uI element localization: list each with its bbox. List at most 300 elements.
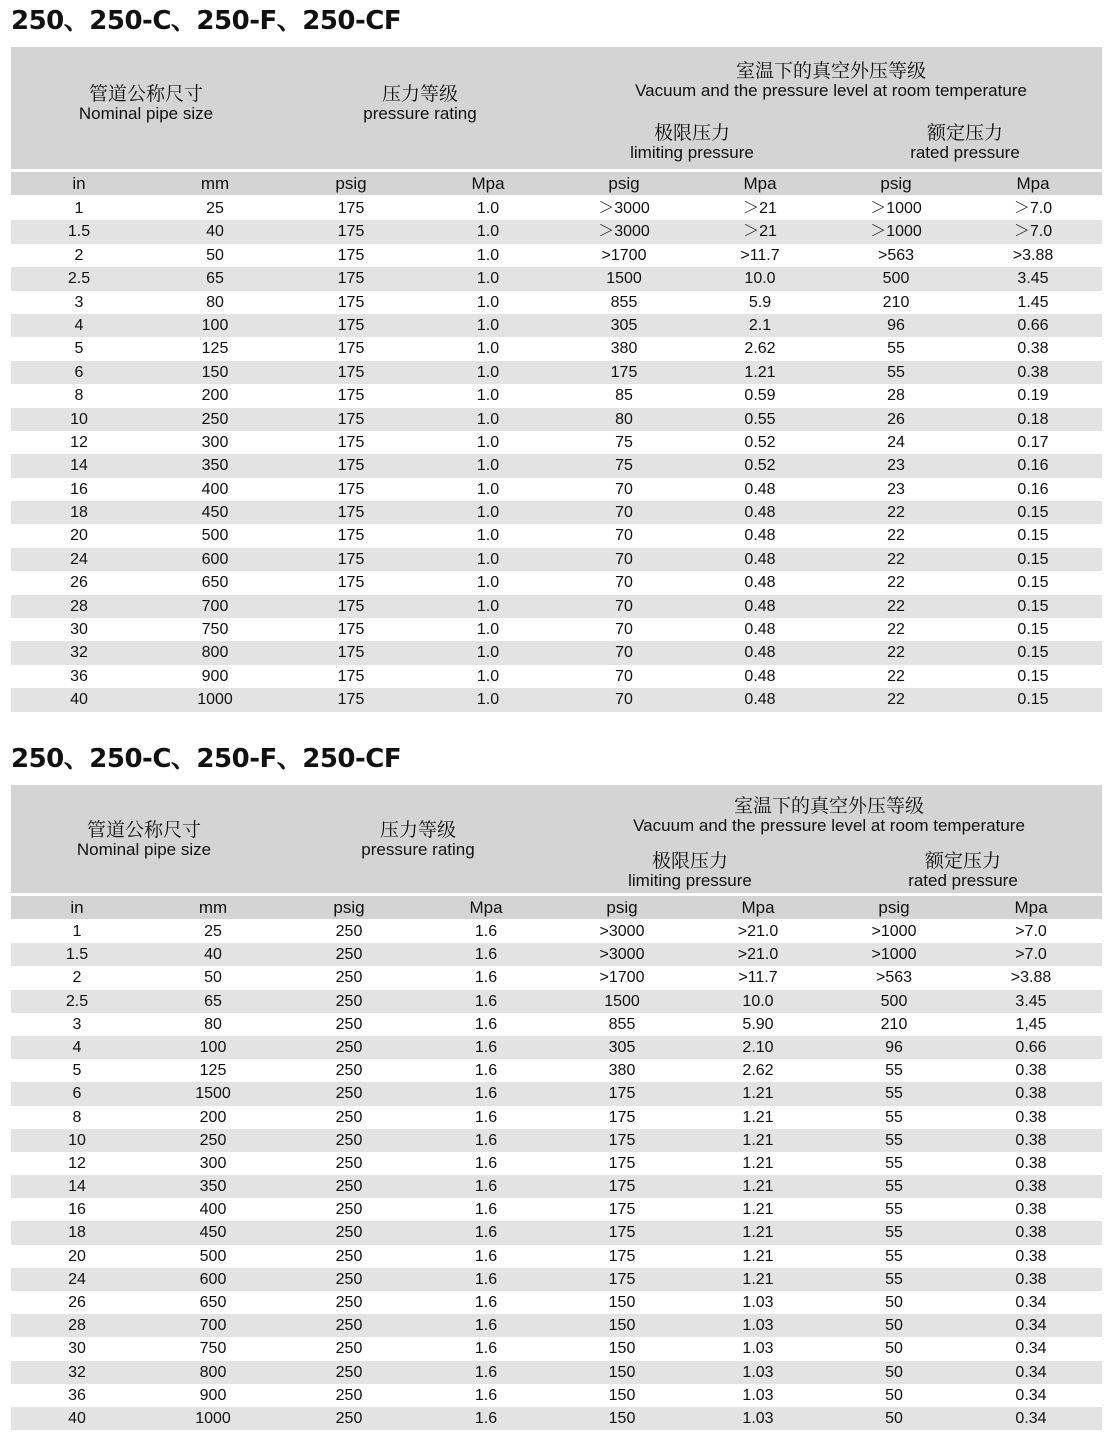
unit-limit-psig: psig (608, 174, 640, 193)
table-row (11, 1268, 1102, 1291)
cell-rating-mpa: 1.0 (476, 410, 500, 428)
cell-rating-psig: 175 (337, 200, 365, 217)
cell-rating-psig: 175 (337, 410, 365, 428)
cell-rating-psig: 250 (335, 1131, 363, 1149)
cell-rating-mpa: 1.0 (476, 667, 500, 685)
cell-rating-psig: 250 (335, 1294, 363, 1311)
table-row (11, 1245, 1102, 1268)
cell-rating-mpa: 1.6 (474, 1131, 498, 1149)
cell-rated-psig: 55 (885, 1085, 903, 1103)
unit-row (11, 896, 1102, 919)
cell-limit-psig: 175 (610, 363, 638, 381)
cell-rated-psig: 22 (887, 691, 905, 709)
cell-in: 10 (68, 1131, 86, 1149)
cell-limit-psig: 70 (615, 550, 633, 568)
cell-rated-psig: 55 (885, 1247, 903, 1265)
cell-rating-mpa: 1.6 (474, 1085, 498, 1103)
cell-limit-mpa: 0.52 (744, 433, 776, 451)
unit-rated-mpa: Mpa (1016, 174, 1050, 193)
cell-in: 30 (68, 1340, 86, 1358)
cell-mm: 65 (206, 270, 224, 288)
cell-rating-psig: 250 (335, 969, 363, 987)
cell-mm: 250 (199, 1131, 227, 1149)
cell-rated-psig: 22 (887, 597, 905, 615)
cell-mm: 700 (199, 1317, 227, 1335)
cell-rating-psig: 250 (335, 1409, 363, 1427)
cell-mm: 125 (201, 340, 229, 358)
table-row (11, 943, 1102, 966)
cell-rating-mpa: 1.6 (474, 1247, 498, 1265)
cell-rating-mpa: 1.0 (476, 550, 500, 568)
pressure-rating-header (320, 84, 520, 124)
unit-mm: mm (200, 174, 230, 193)
cell-limit-psig: 150 (608, 1294, 636, 1311)
cell-limit-mpa: 1.03 (742, 1386, 774, 1404)
table-row (11, 1013, 1102, 1036)
cell-limit-mpa: 10.0 (742, 992, 774, 1010)
table-title: 250、250-C、250-F、250-CF (11, 6, 402, 36)
cell-limit-psig: 85 (615, 387, 633, 405)
cell-in: 20 (68, 1247, 86, 1265)
cell-rated-mpa: 0.19 (1017, 387, 1049, 405)
cell-rating-mpa: 1.0 (476, 504, 500, 522)
vacuum-header (556, 61, 1106, 101)
table-row (11, 1036, 1102, 1059)
cell-rating-mpa: 1.0 (476, 340, 500, 358)
cell-mm: 900 (201, 667, 229, 685)
cell-in: 3 (72, 1015, 82, 1033)
unit-rated-psig: psig (878, 898, 910, 917)
cell-mm: 650 (201, 574, 229, 592)
cell-rated-mpa: 0.38 (1015, 1154, 1047, 1172)
cell-in: 3 (74, 293, 84, 311)
cell-rated-mpa: >7.0 (1015, 946, 1047, 964)
cell-mm: 1500 (195, 1085, 231, 1103)
cell-rating-mpa: 1.6 (474, 946, 498, 964)
cell-rating-psig: 175 (337, 644, 365, 662)
rated-pressure-en: rated pressure (908, 871, 1018, 890)
cell-rating-psig: 250 (335, 1224, 363, 1242)
cell-limit-mpa: >11.7 (740, 246, 780, 264)
cell-rating-mpa: 1.6 (474, 923, 498, 940)
cell-rated-psig: 22 (887, 504, 905, 522)
cell-rated-mpa: 0.34 (1015, 1340, 1047, 1358)
cell-rated-psig: 55 (885, 1224, 903, 1242)
unit-rated-mpa: Mpa (1014, 898, 1048, 917)
cell-mm: 1000 (197, 691, 233, 709)
cell-limit-mpa: 1.21 (742, 1178, 774, 1196)
cell-in: 14 (70, 457, 88, 475)
cell-in: 20 (70, 527, 88, 545)
cell-rating-psig: 250 (335, 946, 363, 964)
cell-limit-mpa: 1.03 (742, 1363, 774, 1381)
cell-limit-mpa: 5.90 (742, 1015, 774, 1033)
cell-in: 32 (68, 1363, 86, 1381)
table-header (11, 785, 1102, 893)
cell-rated-psig: >563 (877, 246, 915, 264)
cell-limit-mpa: 0.48 (744, 504, 776, 522)
cell-mm: 125 (199, 1062, 227, 1080)
table-row (11, 267, 1102, 290)
cell-rated-mpa: ＞7.0 (1013, 223, 1053, 241)
cell-rated-psig: 55 (885, 1108, 903, 1126)
cell-in: 24 (70, 550, 88, 568)
cell-mm: 100 (201, 316, 229, 334)
cell-rated-mpa: >7.0 (1015, 923, 1047, 940)
cell-in: 16 (68, 1201, 86, 1219)
cell-rated-mpa: 0.66 (1017, 316, 1049, 334)
nominal-size-en: Nominal pipe size (78, 104, 214, 123)
cell-limit-mpa: >11.7 (738, 969, 778, 987)
pressure-table-section-1 (11, 0, 1102, 720)
cell-limit-psig: 380 (610, 340, 638, 358)
cell-rating-mpa: 1.6 (474, 1317, 498, 1335)
table-row (11, 501, 1102, 524)
cell-rating-psig: 250 (335, 1108, 363, 1126)
cell-rating-mpa: 1.0 (476, 597, 500, 615)
cell-rated-psig: 55 (885, 1131, 903, 1149)
table-row (11, 1221, 1102, 1244)
cell-rating-psig: 175 (337, 597, 365, 615)
table-row (11, 454, 1102, 477)
cell-limit-mpa: 0.52 (744, 457, 776, 475)
table-row (11, 1361, 1102, 1384)
cell-mm: 500 (201, 527, 229, 545)
cell-mm: 250 (201, 410, 229, 428)
cell-rated-psig: 55 (885, 1270, 903, 1288)
unit-limit-mpa: Mpa (741, 898, 775, 917)
cell-limit-psig: 175 (608, 1085, 636, 1103)
cell-rated-mpa: 0.15 (1017, 550, 1049, 568)
cell-in: 30 (70, 621, 88, 639)
table-row (11, 641, 1102, 664)
cell-rating-mpa: 1.0 (476, 691, 500, 709)
unit-rating-mpa: Mpa (471, 174, 505, 193)
table-row (11, 688, 1102, 711)
cell-rated-mpa: 0.15 (1017, 691, 1049, 709)
cell-rating-mpa: 1.6 (474, 1108, 498, 1126)
table-row (11, 1152, 1102, 1175)
cell-limit-psig: 175 (608, 1201, 636, 1219)
table-row (11, 595, 1102, 618)
cell-limit-mpa: 1.21 (742, 1247, 774, 1265)
cell-rating-psig: 175 (337, 480, 365, 498)
cell-in: 16 (70, 480, 88, 498)
cell-mm: 700 (201, 597, 229, 615)
unit-limit-psig: psig (606, 898, 638, 917)
cell-limit-psig: >3000 (599, 946, 645, 964)
cell-limit-mpa: 1.03 (742, 1317, 774, 1335)
cell-rating-psig: 175 (337, 667, 365, 685)
cell-rated-psig: 23 (887, 457, 905, 475)
cell-limit-psig: 175 (608, 1224, 636, 1242)
cell-limit-mpa: 0.48 (744, 667, 776, 685)
cell-rated-psig: 500 (880, 992, 908, 1010)
cell-limit-mpa: 0.55 (744, 410, 776, 428)
limiting-pressure-header (590, 851, 790, 891)
cell-rating-psig: 175 (337, 363, 365, 381)
cell-rating-mpa: 1.6 (474, 992, 498, 1010)
table-row (11, 1106, 1102, 1129)
cell-in: 18 (70, 504, 88, 522)
cell-rated-mpa: >3.88 (1012, 246, 1054, 264)
cell-rated-psig: 55 (885, 1062, 903, 1080)
pressure-rating-en: pressure rating (363, 104, 477, 123)
cell-mm: 400 (199, 1201, 227, 1219)
nominal-size-cn: 管道公称尺寸 (88, 83, 203, 105)
cell-rated-mpa: 0.16 (1017, 457, 1049, 475)
cell-rating-mpa: 1.6 (474, 1409, 498, 1427)
cell-rated-mpa: 0.38 (1015, 1178, 1047, 1196)
cell-rated-mpa: 0.34 (1015, 1317, 1047, 1335)
cell-rated-mpa: 0.15 (1017, 597, 1049, 615)
cell-rated-mpa: 0.34 (1015, 1363, 1047, 1381)
cell-mm: 40 (206, 223, 224, 241)
cell-rating-mpa: 1.6 (474, 1062, 498, 1080)
table-row (11, 220, 1102, 243)
cell-mm: 200 (199, 1108, 227, 1126)
vacuum-header (554, 796, 1104, 836)
cell-limit-mpa: 2.10 (742, 1038, 774, 1056)
cell-limit-psig: 75 (615, 457, 633, 475)
pressure-rating-cn: 压力等级 (381, 83, 458, 105)
cell-rated-psig: 55 (885, 1154, 903, 1172)
cell-in: 6 (74, 363, 84, 381)
table-row (11, 337, 1102, 360)
cell-limit-mpa: >21.0 (737, 923, 779, 940)
cell-rating-mpa: 1.6 (474, 1015, 498, 1033)
cell-limit-psig: 175 (608, 1178, 636, 1196)
table-row (11, 291, 1102, 314)
cell-mm: 600 (199, 1270, 227, 1288)
cell-rated-psig: 55 (887, 340, 905, 358)
cell-rating-mpa: 1.0 (476, 223, 500, 241)
unit-mm: mm (198, 898, 228, 917)
cell-rating-psig: 175 (337, 621, 365, 639)
cell-limit-psig: 175 (608, 1247, 636, 1265)
rated-pressure-en: rated pressure (910, 143, 1020, 162)
cell-limit-psig: 70 (615, 480, 633, 498)
cell-in: 5 (72, 1062, 82, 1080)
cell-rated-psig: 55 (887, 363, 905, 381)
cell-rating-mpa: 1.0 (476, 200, 500, 217)
unit-rating-psig: psig (335, 174, 367, 193)
cell-limit-mpa: 0.48 (744, 621, 776, 639)
cell-mm: 350 (199, 1178, 227, 1196)
cell-rating-mpa: 1.0 (476, 363, 500, 381)
table-row (11, 1129, 1102, 1152)
cell-in: 32 (70, 644, 88, 662)
cell-rated-mpa: 0.38 (1015, 1108, 1047, 1126)
cell-mm: 650 (199, 1294, 227, 1311)
cell-limit-mpa: 0.48 (744, 480, 776, 498)
cell-rated-psig: 50 (885, 1317, 903, 1335)
vacuum-en: Vacuum and the pressure level at room temperature (633, 816, 1025, 835)
cell-rated-mpa: 0.38 (1015, 1247, 1047, 1265)
vacuum-cn: 室温下的真空外压等级 (733, 795, 924, 817)
cell-in: 1 (74, 200, 84, 217)
cell-in: 36 (68, 1386, 86, 1404)
cell-rating-psig: 175 (337, 246, 365, 264)
cell-rating-psig: 250 (335, 1085, 363, 1103)
table-row (11, 1175, 1102, 1198)
cell-mm: 25 (206, 200, 224, 217)
table-row (11, 478, 1102, 501)
cell-limit-psig: 1500 (604, 992, 640, 1010)
cell-rating-psig: 175 (337, 691, 365, 709)
table-body (11, 197, 1102, 712)
cell-rated-mpa: 0.38 (1015, 1270, 1047, 1288)
nominal-size-header (44, 820, 244, 860)
cell-limit-mpa: 1.03 (742, 1294, 774, 1311)
cell-in: 36 (70, 667, 88, 685)
cell-rating-psig: 250 (335, 1038, 363, 1056)
table-row (11, 197, 1102, 220)
cell-rated-mpa: 1,45 (1015, 1015, 1047, 1033)
cell-rated-psig: 22 (887, 574, 905, 592)
cell-mm: 200 (201, 387, 229, 405)
pressure-rating-cn: 压力等级 (379, 819, 456, 841)
cell-rated-psig: 96 (887, 316, 905, 334)
nominal-size-cn: 管道公称尺寸 (86, 819, 201, 841)
cell-rating-psig: 175 (337, 270, 365, 288)
cell-limit-psig: >3000 (599, 923, 645, 940)
cell-rating-mpa: 1.0 (476, 527, 500, 545)
cell-limit-mpa: 0.48 (744, 644, 776, 662)
cell-rating-mpa: 1.0 (476, 246, 500, 264)
cell-mm: 400 (201, 480, 229, 498)
cell-rated-psig: 210 (880, 1015, 908, 1033)
cell-in: 8 (72, 1108, 82, 1126)
cell-limit-psig: 150 (608, 1340, 636, 1358)
table-row (11, 618, 1102, 641)
unit-rating-psig: psig (333, 898, 365, 917)
table-row (11, 1384, 1102, 1407)
cell-rated-psig: >1000 (871, 946, 917, 964)
cell-rated-psig: 50 (885, 1294, 903, 1311)
cell-rating-psig: 250 (335, 923, 363, 940)
unit-in: in (72, 174, 86, 193)
table-row (11, 431, 1102, 454)
cell-rating-psig: 250 (335, 992, 363, 1010)
cell-rating-psig: 250 (335, 1015, 363, 1033)
table-row (11, 665, 1102, 688)
cell-rated-psig: 22 (887, 644, 905, 662)
cell-rating-mpa: 1.6 (474, 1386, 498, 1404)
cell-limit-mpa: 1.21 (742, 1224, 774, 1242)
cell-limit-mpa: 1.21 (744, 363, 776, 381)
cell-rating-mpa: 1.6 (474, 969, 498, 987)
cell-rating-mpa: 1.0 (476, 480, 500, 498)
limiting-pressure-cn: 极限压力 (653, 122, 730, 144)
cell-rated-mpa: 0.34 (1015, 1409, 1047, 1427)
cell-limit-mpa: ＞21 (743, 200, 777, 217)
cell-rating-psig: 250 (335, 1154, 363, 1172)
table-row (11, 408, 1102, 431)
cell-in: 28 (68, 1317, 86, 1335)
cell-rated-mpa: 0.38 (1015, 1131, 1047, 1149)
cell-limit-psig: 150 (608, 1317, 636, 1335)
vacuum-cn: 室温下的真空外压等级 (735, 60, 926, 82)
cell-limit-psig: 80 (615, 410, 633, 428)
cell-rated-psig: >563 (875, 969, 913, 987)
cell-rated-mpa: 0.15 (1017, 644, 1049, 662)
cell-rated-mpa: 0.15 (1017, 574, 1049, 592)
cell-in: 1.5 (67, 223, 91, 241)
cell-rating-psig: 175 (337, 433, 365, 451)
cell-limit-psig: >1700 (601, 246, 647, 264)
cell-rating-psig: 175 (337, 574, 365, 592)
cell-limit-psig: 70 (615, 504, 633, 522)
cell-rated-psig: 23 (887, 480, 905, 498)
table-row (11, 314, 1102, 337)
cell-mm: 300 (201, 433, 229, 451)
cell-limit-mpa: 0.48 (744, 597, 776, 615)
cell-rating-psig: 175 (337, 527, 365, 545)
cell-limit-mpa: 0.48 (744, 574, 776, 592)
cell-rated-psig: 50 (885, 1386, 903, 1404)
cell-mm: 50 (206, 246, 224, 264)
cell-rated-mpa: 0.38 (1017, 363, 1049, 381)
table-row (11, 1059, 1102, 1082)
cell-rated-psig: 22 (887, 621, 905, 639)
cell-rating-psig: 250 (335, 1201, 363, 1219)
cell-rated-psig: 26 (887, 410, 905, 428)
cell-limit-psig: 70 (615, 574, 633, 592)
cell-limit-mpa: ＞21 (743, 223, 777, 241)
cell-rating-mpa: 1.0 (476, 621, 500, 639)
pressure-rating-en: pressure rating (361, 840, 475, 859)
cell-in: 12 (68, 1154, 86, 1172)
cell-rating-mpa: 1.6 (474, 1270, 498, 1288)
cell-rating-psig: 175 (337, 340, 365, 358)
cell-in: 2.5 (67, 270, 91, 288)
unit-limit-mpa: Mpa (743, 174, 777, 193)
cell-limit-psig: 380 (608, 1062, 636, 1080)
cell-rating-psig: 175 (337, 387, 365, 405)
cell-rated-mpa: 0.18 (1017, 410, 1049, 428)
cell-rating-mpa: 1.0 (476, 457, 500, 475)
cell-rating-psig: 250 (335, 1247, 363, 1265)
cell-rated-mpa: 1.45 (1017, 293, 1049, 311)
cell-limit-mpa: 1.21 (742, 1201, 774, 1219)
cell-rating-psig: 175 (337, 316, 365, 334)
cell-rated-psig: 500 (882, 270, 910, 288)
table-row (11, 1291, 1102, 1314)
table-row (11, 244, 1102, 267)
cell-in: 5 (74, 340, 84, 358)
cell-mm: 50 (204, 969, 222, 987)
cell-mm: 100 (199, 1038, 227, 1056)
cell-limit-mpa: 1.21 (742, 1131, 774, 1149)
table-row (11, 524, 1102, 547)
cell-rating-psig: 250 (335, 1270, 363, 1288)
table-header (11, 47, 1102, 169)
cell-mm: 40 (204, 946, 222, 964)
cell-rating-mpa: 1.6 (474, 1363, 498, 1381)
cell-limit-psig: 305 (610, 316, 638, 334)
cell-limit-psig: 150 (608, 1409, 636, 1427)
cell-rated-mpa: 0.15 (1017, 621, 1049, 639)
cell-rated-mpa: >3.88 (1010, 969, 1052, 987)
cell-mm: 80 (206, 293, 224, 311)
cell-limit-mpa: 1.21 (742, 1085, 774, 1103)
cell-mm: 800 (201, 644, 229, 662)
cell-limit-mpa: 0.48 (744, 527, 776, 545)
cell-limit-mpa: >21.0 (737, 946, 779, 964)
cell-limit-psig: 75 (615, 433, 633, 451)
cell-limit-psig: 175 (608, 1108, 636, 1126)
